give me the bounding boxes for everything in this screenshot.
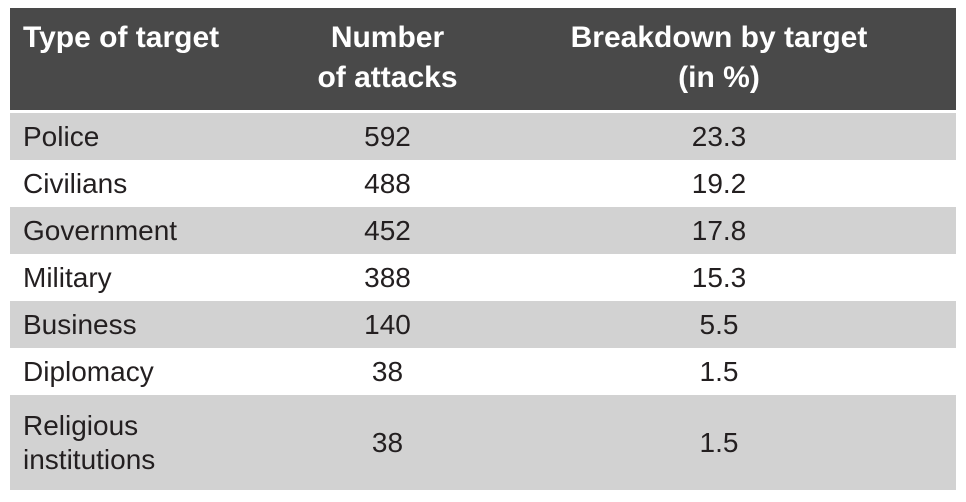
table-row-government (10, 207, 956, 254)
target-cell: Police (23, 120, 100, 152)
header-label: Type of target (23, 21, 220, 54)
header-label-line2: (in %) (678, 61, 760, 94)
target-cell: Government (23, 214, 178, 246)
percent-cell: 1.5 (699, 355, 739, 387)
attacks-cell: 38 (371, 355, 404, 387)
percent-cell: 1.5 (699, 426, 739, 458)
attacks-cell: 488 (364, 167, 411, 199)
table-row-diplomacy (10, 348, 956, 395)
attacks-cell: 140 (364, 308, 411, 340)
table-header-row (10, 8, 956, 110)
attacks-cell: 452 (364, 214, 411, 246)
target-cell: Business (23, 308, 137, 340)
target-cell: Religious institutions (23, 410, 156, 475)
table-row-religious-institutions (10, 395, 956, 490)
data-table (10, 8, 956, 490)
table-row-civilians (10, 160, 956, 207)
target-cell: Diplomacy (23, 355, 154, 387)
header-label-line1: Number (330, 21, 445, 54)
table-row-military (10, 254, 956, 301)
table-row-business (10, 301, 956, 348)
header-label-line2: of attacks (317, 61, 458, 94)
header-cell-breakdown-by-target (482, 8, 956, 110)
percent-cell: 17.8 (691, 214, 747, 246)
target-cell: Civilians (23, 167, 128, 199)
attacks-cell: 38 (371, 426, 404, 458)
header-label-line1: Breakdown by target (570, 21, 868, 54)
header-cell-number-of-attacks (293, 8, 482, 110)
target-cell: Military (23, 261, 112, 293)
percent-cell: 23.3 (691, 120, 747, 152)
attacks-cell: 388 (364, 261, 411, 293)
percent-cell: 15.3 (691, 261, 747, 293)
header-cell-type-of-target (10, 8, 293, 110)
percent-cell: 19.2 (691, 167, 747, 199)
table-row-police (10, 113, 956, 160)
attacks-cell: 592 (364, 120, 411, 152)
percent-cell: 5.5 (699, 308, 739, 340)
